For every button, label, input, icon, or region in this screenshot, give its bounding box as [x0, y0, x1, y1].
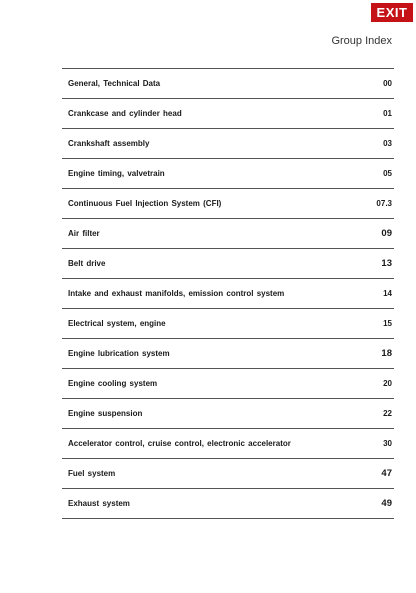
- page-title: Group Index: [331, 35, 392, 47]
- index-row-05[interactable]: [62, 159, 394, 189]
- index-row-00[interactable]: [62, 69, 394, 99]
- index-row-47[interactable]: [62, 459, 394, 489]
- index-row-20[interactable]: [62, 369, 394, 399]
- index-label: Belt drive: [68, 259, 106, 268]
- index-number: 00: [383, 79, 392, 88]
- index-row-22[interactable]: [62, 399, 394, 429]
- index-label: Engine timing, valvetrain: [68, 169, 165, 178]
- index-number: 18: [381, 348, 392, 359]
- index-label: Fuel system: [68, 469, 116, 478]
- index-row-09[interactable]: [62, 219, 394, 249]
- index-number: 13: [381, 258, 392, 269]
- index-row-49[interactable]: [62, 489, 394, 519]
- index-label: Engine lubrication system: [68, 349, 170, 358]
- index-row-15[interactable]: [62, 309, 394, 339]
- index-number: 30: [383, 439, 392, 448]
- index-number: 07.3: [376, 199, 392, 208]
- index-row-14[interactable]: [62, 279, 394, 309]
- index-row-07-3[interactable]: [62, 189, 394, 219]
- index-row-13[interactable]: [62, 249, 394, 279]
- index-label: Continuous Fuel Injection System (CFI): [68, 199, 222, 208]
- index-number: 20: [383, 379, 392, 388]
- index-label: Accelerator control, cruise control, electronic accelerator: [68, 439, 291, 448]
- index-label: Crankshaft assembly: [68, 139, 150, 148]
- exit-button[interactable]: EXIT: [371, 3, 413, 22]
- group-index-list: [62, 68, 394, 519]
- index-row-03[interactable]: [62, 129, 394, 159]
- index-number: 09: [381, 228, 392, 239]
- index-row-18[interactable]: [62, 339, 394, 369]
- index-number: 15: [383, 319, 392, 328]
- index-label: General, Technical Data: [68, 79, 161, 88]
- index-label: Engine cooling system: [68, 379, 158, 388]
- index-row-01[interactable]: [62, 99, 394, 129]
- index-label: Air filter: [68, 229, 100, 238]
- index-label: Engine suspension: [68, 409, 143, 418]
- index-number: 05: [383, 169, 392, 178]
- index-label: Intake and exhaust manifolds, emission control system: [68, 289, 285, 298]
- index-label: Crankcase and cylinder head: [68, 109, 182, 118]
- index-number: 01: [383, 109, 392, 118]
- index-number: 49: [381, 498, 392, 509]
- index-number: 03: [383, 139, 392, 148]
- index-label: Exhaust system: [68, 499, 130, 508]
- index-row-30[interactable]: [62, 429, 394, 459]
- index-number: 47: [381, 468, 392, 479]
- index-number: 14: [383, 289, 392, 298]
- index-number: 22: [383, 409, 392, 418]
- index-label: Electrical system, engine: [68, 319, 166, 328]
